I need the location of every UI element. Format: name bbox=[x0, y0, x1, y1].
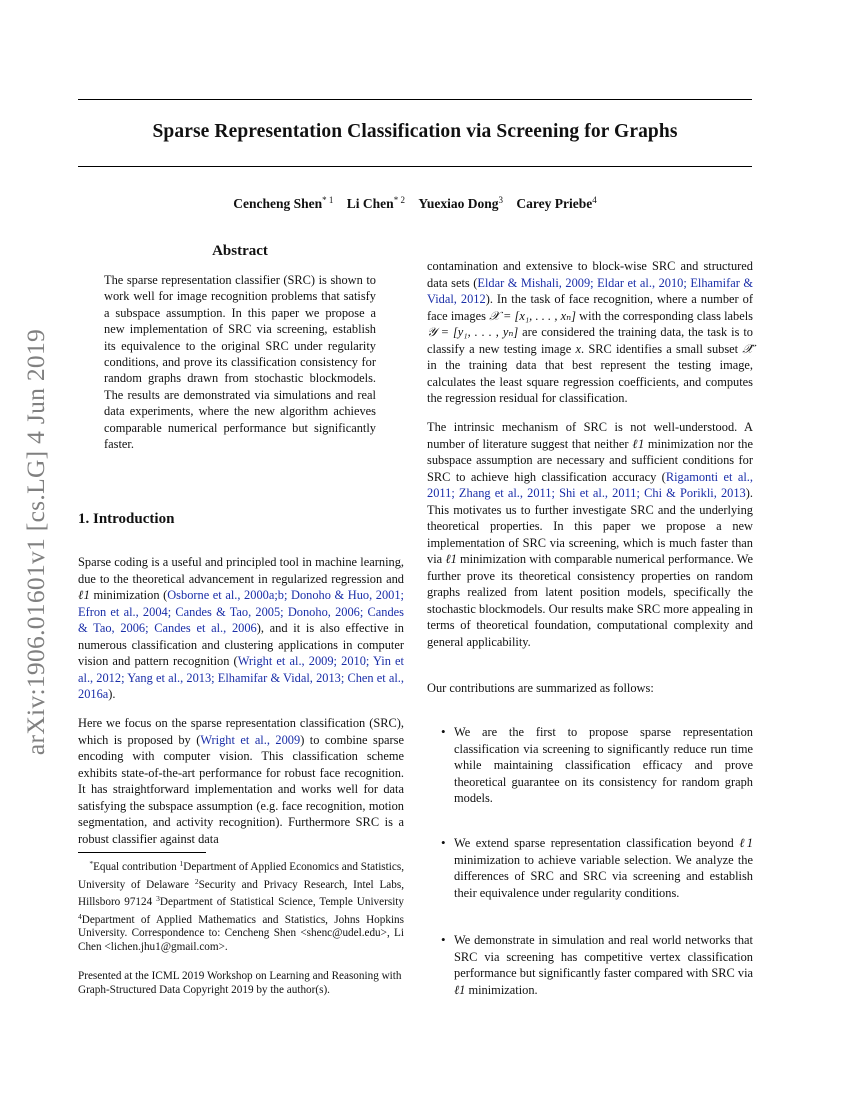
citation-link[interactable]: Eldar & Mishali, 2009; Eldar et al., 2010; Elhamifar & Vidal, 2012 bbox=[427, 275, 754, 307]
list-item: • We are the first to propose sparse representation classification via screening to significantly reduce run time while maintaining classification efficacy and prove theoretical guarantee on its consistency for random graph models. bbox=[441, 724, 753, 805]
copyright-notice: Presented at the ICML 2019 Workshop on Learning and Reasoning with Graph-Structured Data Copyright 2019 by the author(s). bbox=[78, 970, 402, 996]
math: ℓ1 bbox=[739, 836, 753, 850]
author: Li Chen$^{* 2}$ bbox=[346, 195, 405, 211]
bullet-icon: • bbox=[441, 932, 446, 947]
math: 𝒳̂ bbox=[742, 341, 753, 356]
math: 𝒴 = [y₁, . . . , yₙ] bbox=[427, 325, 519, 340]
bullet-icon: • bbox=[441, 724, 446, 739]
right-column-body bbox=[427, 246, 753, 663]
citation-link[interactable]: Wright et al., 2009; 2010; Yin et al., 2012; Yang et al., 2013; Elhamifar & Vidal, 2013; Chen et al., 2016a bbox=[78, 654, 404, 702]
citation-link[interactable]: Rigamonti et al., 2011; Zhang et al., 2011; Shi et al., 2011; Chi & Porikli, 2013 bbox=[427, 469, 753, 501]
footnote-rule bbox=[78, 852, 206, 853]
math: ℓ1 bbox=[632, 436, 645, 451]
title-bottom-rule bbox=[78, 166, 752, 167]
contributions-intro: Our contributions are summarized as follows: bbox=[427, 681, 654, 695]
citation-link[interactable]: Wright et al., 2009 bbox=[200, 732, 301, 747]
bullet-icon: • bbox=[441, 835, 446, 850]
footnote: *Equal contribution $^1$Department of Applied Economics and Statistics, University of Delaware $^2$Security and Privacy Research, Intel Labs, Hillsboro 97124 $^3$Department of Statistical Science, Temple University $^4$Department of Applied Mathematics and Statistics, Johns Hopkins University. Correspondence to: Cencheng Shen <shenc@udel.edu>, Li Chen <lichen.jhu1@gmail.com>. bbox=[78, 859, 405, 953]
paragraph: The intrinsic mechanism of SRC is not well-understood. A number of literature suggest that neither ℓ1 minimization nor the subspace assumption are necessary and sufficient conditions for SRC to achieve high classification accuracy (Rigamonti et al., 2011; Zhang et al., 2011; Shi et al., 2011; Chi & Porikli, 2013). This motivates us to further investigate SRC and the underlying theoretical properties. In this paper we propose a new implementation of SRC via screening, which is much faster than via ℓ1 minimization with comparable numerical performance. We further prove its theoretical consistency properties on random graphs realized from latent position models, specifically the stochastic blockmodels. Our results make SRC more appealing in terms of theoretical foundation, computational complexity and general applicability. bbox=[427, 420, 753, 649]
list-item: • We extend sparse representation classification beyond ℓ1 minimization to achieve variable selection. We analyze the differences of SRC and SRC via screening and establish their equivalence under regularity conditions. bbox=[441, 835, 753, 900]
introduction-body bbox=[78, 542, 404, 860]
paragraph: Sparse coding is a useful and principled tool in machine learning, due to the theoretical advancement in regularized regression and ℓ1 minimization (Osborne et al., 2000a;b; Donoho & Huo, 2001; Efron et al., 2004; Candes & Tao, 2005; Donoho, 2006; Candes & Tao, 2006; Candes et al., 2006), and it is also effective in numerous classification and clustering applications in computer vision and pattern recognition (Wright et al., 2009; 2010; Yin et al., 2012; Yang et al., 2013; Elhamifar & Vidal, 2013; Chen et al., 2016a). bbox=[78, 555, 404, 702]
author: Carey Priebe$^4$ bbox=[516, 195, 597, 211]
abstract-heading: Abstract bbox=[212, 243, 268, 259]
arxiv-identifier: arXiv:1906.01601v1 [cs.LG] 4 Jun 2019 bbox=[21, 328, 51, 756]
paper-title: Sparse Representation Classification via Screening for Graphs bbox=[152, 121, 678, 142]
section-heading-introduction: 1. Introduction bbox=[78, 511, 175, 527]
arxiv-sidebar bbox=[16, 302, 56, 782]
paragraph: contamination and extensive to block-wise SRC and structured data sets (Eldar & Mishali, 2009; Eldar et al., 2010; Elhamifar & Vidal, 2012). In the task of face recognition, where a number of face images 𝒳 = [x₁, . . . , xₙ] with the corresponding class labels 𝒴 = [y₁, . . . , yₙ] are considered the training data, the task is to classify a new testing image x. SRC identifies a small subset 𝒳̂ in the training data that best represent the testing image, calculates the least square regression coefficients, and computes the regression residual for classification. bbox=[427, 259, 754, 406]
math: 𝒳 = [x₁, . . . , xₙ] bbox=[489, 308, 576, 323]
list-item: • We demonstrate in simulation and real world networks that SRC via screening has competitive vertex classification performance but significantly faster compared with SRC via ℓ1 minimization. bbox=[441, 932, 754, 997]
math: ℓ1 bbox=[454, 982, 466, 997]
author: Yuexiao Dong$^3$ bbox=[418, 195, 503, 211]
top-rule bbox=[78, 99, 752, 100]
math: ℓ1 bbox=[445, 552, 457, 567]
math: ℓ1 bbox=[78, 588, 90, 603]
math: x bbox=[575, 341, 581, 356]
paragraph: Here we focus on the sparse representation classification (SRC), which is proposed by (Wright et al., 2009) to combine sparse encoding with computer vision. This classification scheme exhibits state-of-the-art performance for robust face recognition. It has straightforward implementation and works well for data satisfying the subspace assumption (e.g. face recognition, motion segmentation, and activity recognition). Furthermore SRC is a robust classifier against data bbox=[78, 716, 404, 846]
abstract-body: The sparse representation classifier (SRC) is shown to work well for image recognition problems that satisfy a subspace assumption. In this paper we propose a new implementation of SRC via screening, establish its equivalence to the original SRC under regularity conditions, and prove its classification consistency for random graphs drawn from stochastic blockmodels. The results are demonstrated via simulations and real data experiments, where the new algorithm achieves comparable numerical performance but significantly faster. bbox=[104, 273, 376, 452]
author-list bbox=[78, 195, 752, 212]
citation-link[interactable]: Osborne et al., 2000a;b; Donoho & Huo, 2001; Efron et al., 2004; Candes & Tao, 2005; Donoho, 2006; Candes & Tao, 2006; Candes et al., 2006 bbox=[78, 588, 404, 636]
author: Cencheng Shen$^{* 1}$ bbox=[233, 195, 334, 211]
